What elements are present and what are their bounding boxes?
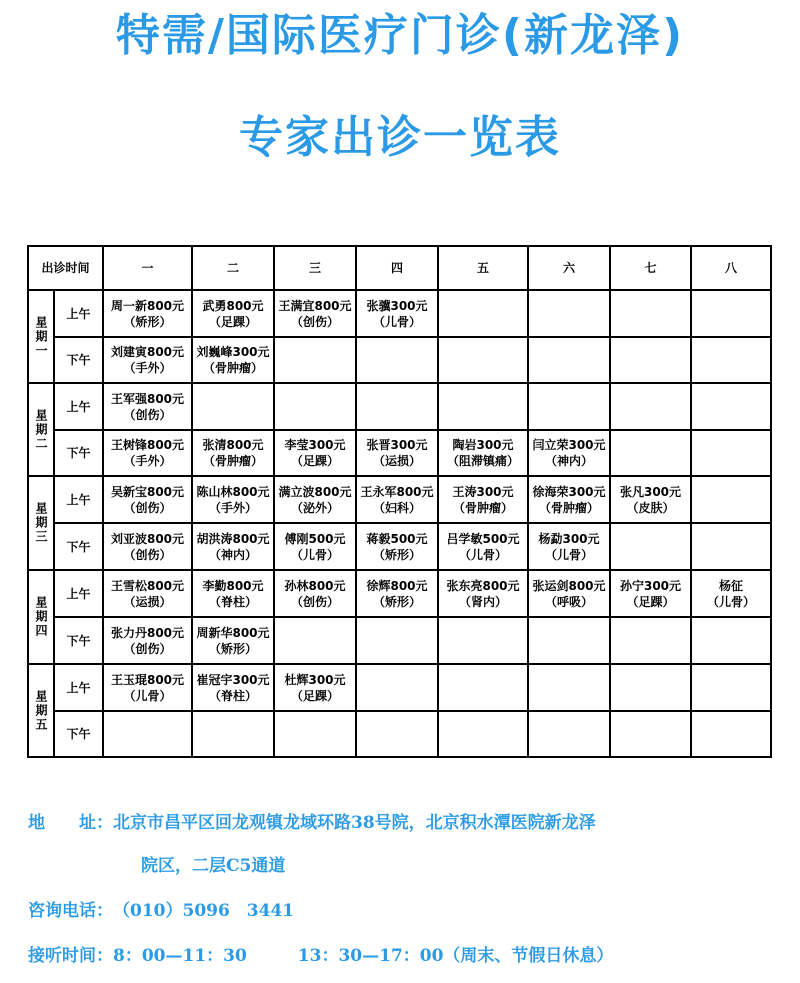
schedule-cell (691, 290, 771, 337)
department: （儿骨） (373, 314, 422, 329)
period-label: 下午 (54, 523, 103, 570)
day-label: 星期五 (28, 664, 54, 757)
department: （足踝） (626, 594, 675, 609)
schedule-cell (691, 711, 771, 757)
address-line-1 (28, 808, 596, 833)
schedule-cell (274, 476, 356, 523)
department: （手外） (123, 454, 172, 468)
day-label: 星期一 (28, 290, 54, 383)
schedule-cell (528, 290, 610, 337)
address-line-2 (141, 851, 285, 876)
department: （骨肿瘤） (539, 500, 600, 515)
schedule-cell (610, 430, 691, 476)
address-text-2: 院区，二层C5通道 (141, 856, 286, 876)
schedule-cell (192, 523, 274, 570)
schedule-cell (610, 711, 691, 757)
schedule-cell (274, 664, 356, 711)
address-label: 地 址： (28, 813, 113, 833)
period-label: 上午 (54, 290, 103, 337)
schedule-cell (356, 523, 438, 570)
department: （手外） (209, 500, 258, 515)
doctor-name-fee: 徐辉800元 (366, 578, 428, 593)
period-label: 上午 (54, 664, 103, 711)
doctor-name-fee: 王军强800元 (110, 391, 185, 406)
schedule-cell (192, 337, 274, 383)
department: （神内） (209, 547, 258, 562)
doctor-name-fee: 周新华800元 (196, 625, 270, 640)
column-header: 八 (691, 246, 771, 290)
hours-value: 8：00—11：30 13：30—17：00（周末、节假日休息） (113, 946, 614, 966)
corner-header: 出诊时间 (28, 246, 103, 290)
day-label: 星期三 (28, 476, 54, 570)
doctor-name-fee: 王满宜800元 (278, 298, 352, 313)
doctor-name-fee: 李莹300元 (284, 438, 346, 452)
page-subtitle: 专家出诊一览表 (239, 112, 561, 163)
schedule-cell (192, 290, 274, 337)
doctor-name-fee: 吕学敏500元 (446, 531, 520, 546)
period-label: 下午 (54, 711, 103, 757)
schedule-cell (356, 711, 438, 757)
schedule-cell (274, 617, 356, 664)
schedule-cell (356, 476, 438, 523)
hours-label: 接听时间： (28, 946, 113, 966)
schedule-cell (356, 664, 438, 711)
schedule-cell (610, 290, 691, 337)
doctor-name-fee: 满立波800元 (278, 484, 352, 499)
department: （创伤） (123, 547, 172, 562)
schedule-cell (610, 476, 691, 523)
doctor-name-fee: 王永军800元 (360, 484, 434, 499)
schedule-cell (192, 430, 274, 476)
department: （足踝） (209, 314, 258, 329)
doctor-name-fee: 武勇800元 (202, 298, 264, 313)
schedule-cell (691, 664, 771, 711)
schedule-cell (691, 570, 771, 617)
table-row (28, 337, 771, 383)
schedule-cell (438, 617, 528, 664)
schedule-cell (274, 570, 356, 617)
schedule-cell (274, 383, 356, 430)
doctor-name-fee: 王树锋800元 (110, 438, 185, 452)
schedule-cell (610, 570, 691, 617)
doctor-name-fee: 陶岩300元 (452, 438, 514, 452)
doctor-name-fee: 杨征 (719, 578, 744, 593)
schedule-cell (528, 664, 610, 711)
department: （皮肤） (626, 500, 675, 515)
department: （儿骨） (123, 688, 172, 703)
column-header: 二 (192, 246, 274, 290)
schedule-cell (274, 337, 356, 383)
doctor-name-fee: 陈山林800元 (196, 484, 270, 499)
schedule-cell (103, 290, 192, 337)
schedule-cell (610, 337, 691, 383)
doctor-name-fee: 刘亚波800元 (110, 531, 185, 546)
schedule-cell (274, 523, 356, 570)
department: （创伤） (123, 407, 172, 422)
schedule-cell (691, 617, 771, 664)
doctor-name-fee: 刘建寅800元 (110, 345, 185, 359)
schedule-cell (356, 617, 438, 664)
schedule-cell (438, 430, 528, 476)
column-header: 一 (103, 246, 192, 290)
schedule-cell (438, 337, 528, 383)
department: （创伤） (291, 594, 340, 609)
department: （神内） (545, 454, 594, 468)
schedule-cell (103, 337, 192, 383)
department: （儿骨） (459, 547, 508, 562)
department: （矫形） (373, 594, 422, 609)
doctor-name-fee: 傅刚500元 (284, 531, 346, 546)
department: （呼吸） (545, 594, 594, 609)
schedule-cell (438, 570, 528, 617)
department: （肾内） (459, 594, 508, 609)
schedule-cell (528, 711, 610, 757)
period-label: 下午 (54, 337, 103, 383)
schedule-cell (192, 711, 274, 757)
column-header: 五 (438, 246, 528, 290)
schedule-cell (528, 383, 610, 430)
schedule-cell (438, 476, 528, 523)
table-row (28, 290, 771, 337)
schedule-cell (103, 664, 192, 711)
department: （运损） (373, 454, 422, 468)
period-label: 下午 (54, 430, 103, 476)
table-row (28, 617, 771, 664)
doctor-name-fee: 闫立荣300元 (532, 438, 606, 452)
schedule-cell (192, 617, 274, 664)
department: （骨肿瘤） (453, 500, 514, 515)
doctor-name-fee: 张晋300元 (366, 438, 428, 452)
doctor-name-fee: 蒋毅500元 (366, 531, 428, 546)
schedule-cell (528, 337, 610, 383)
doctor-name-fee: 崔冠宇300元 (196, 672, 270, 687)
schedule-cell (438, 290, 528, 337)
schedule-cell (274, 430, 356, 476)
period-label: 上午 (54, 383, 103, 430)
department: （骨肿瘤） (203, 454, 264, 468)
doctor-name-fee: 刘巍峰300元 (196, 345, 270, 359)
doctor-name-fee: 张东亮800元 (446, 578, 520, 593)
department: （足踝） (291, 688, 340, 703)
doctor-name-fee: 杨勐300元 (538, 531, 600, 546)
header-row (28, 246, 771, 290)
department: （手外） (123, 361, 172, 375)
doctor-name-fee: 杜辉300元 (284, 672, 346, 687)
table-row (28, 570, 771, 617)
doctor-name-fee: 孙宁300元 (619, 578, 682, 593)
doctor-name-fee: 王雪松800元 (110, 578, 185, 593)
schedule-cell (691, 383, 771, 430)
day-label: 星期四 (28, 570, 54, 664)
phone-line (28, 896, 294, 921)
doctor-name-fee: 张凡300元 (619, 484, 682, 499)
schedule-cell (438, 383, 528, 430)
department: （矫形） (373, 547, 422, 562)
department: （阻滞镇痛） (447, 454, 520, 468)
table-row (28, 430, 771, 476)
schedule-cell (528, 570, 610, 617)
schedule-cell (691, 337, 771, 383)
table-row (28, 383, 771, 430)
doctor-name-fee: 张骥300元 (366, 298, 428, 313)
schedule-cell (103, 383, 192, 430)
table-row (28, 523, 771, 570)
schedule-cell (274, 290, 356, 337)
department: （创伤） (123, 500, 172, 515)
department: （泌外） (291, 500, 340, 515)
schedule-cell (528, 430, 610, 476)
schedule-cell (103, 430, 192, 476)
department: （儿骨） (545, 547, 594, 562)
schedule-cell (438, 711, 528, 757)
schedule-table (27, 245, 772, 758)
table-row (28, 664, 771, 711)
period-label: 上午 (54, 476, 103, 523)
table-row (28, 711, 771, 757)
department: （脊柱） (209, 688, 258, 703)
schedule-cell (192, 476, 274, 523)
schedule-cell (528, 523, 610, 570)
schedule-cell (610, 523, 691, 570)
schedule-cell (691, 523, 771, 570)
doctor-name-fee: 吴新宝800元 (110, 484, 185, 499)
schedule-cell (438, 664, 528, 711)
schedule-cell (274, 711, 356, 757)
schedule-cell (356, 383, 438, 430)
doctor-name-fee: 胡洪涛800元 (196, 531, 270, 546)
department: （创伤） (123, 641, 172, 656)
department: （运损） (123, 594, 172, 609)
doctor-name-fee: 张力丹800元 (110, 625, 185, 640)
phone-label: 咨询电话： (28, 901, 113, 921)
schedule-cell (528, 476, 610, 523)
doctor-name-fee: 张清800元 (202, 438, 264, 452)
schedule-cell (610, 664, 691, 711)
doctor-name-fee: 周一新800元 (110, 298, 185, 313)
page-title: 特需/国际医疗门诊(新龙泽) (115, 10, 685, 61)
schedule-cell (610, 383, 691, 430)
doctor-name-fee: 王涛300元 (452, 484, 514, 499)
period-label: 下午 (54, 617, 103, 664)
department: （妇科） (373, 500, 422, 515)
column-header: 三 (274, 246, 356, 290)
department: （儿骨） (707, 594, 756, 609)
schedule-cell (356, 337, 438, 383)
department: （儿骨） (291, 547, 340, 562)
doctor-name-fee: 徐海荣300元 (532, 484, 606, 499)
column-header: 七 (610, 246, 691, 290)
phone-value: （010）5096 3441 (113, 901, 295, 921)
schedule-cell (610, 617, 691, 664)
doctor-name-fee: 张运剑800元 (532, 578, 606, 593)
schedule-cell (438, 523, 528, 570)
schedule-cell (103, 570, 192, 617)
schedule-cell (103, 711, 192, 757)
schedule-cell (192, 664, 274, 711)
schedule-cell (528, 617, 610, 664)
schedule-cell (192, 383, 274, 430)
period-label: 上午 (54, 570, 103, 617)
department: （矫形） (209, 641, 258, 656)
doctor-name-fee: 孙林800元 (284, 578, 346, 593)
column-header: 四 (356, 246, 438, 290)
schedule-cell (103, 617, 192, 664)
schedule-cell (103, 476, 192, 523)
day-label: 星期二 (28, 383, 54, 476)
schedule-cell (691, 430, 771, 476)
hours-line (28, 941, 613, 966)
department: （创伤） (291, 314, 340, 329)
schedule-cell (691, 476, 771, 523)
schedule-cell (192, 570, 274, 617)
department: （足踝） (291, 454, 340, 468)
schedule-cell (356, 570, 438, 617)
table-row (28, 476, 771, 523)
schedule-cell (103, 523, 192, 570)
department: （骨肿瘤） (203, 361, 264, 375)
address-text-1: 北京市昌平区回龙观镇龙域环路38号院，北京积水潭医院新龙泽 (113, 813, 596, 833)
department: （脊柱） (209, 594, 258, 609)
department: （矫形） (123, 314, 172, 329)
column-header: 六 (528, 246, 610, 290)
doctor-name-fee: 李勤800元 (202, 578, 264, 593)
doctor-name-fee: 王玉琨800元 (110, 672, 185, 687)
schedule-cell (356, 430, 438, 476)
schedule-cell (356, 290, 438, 337)
